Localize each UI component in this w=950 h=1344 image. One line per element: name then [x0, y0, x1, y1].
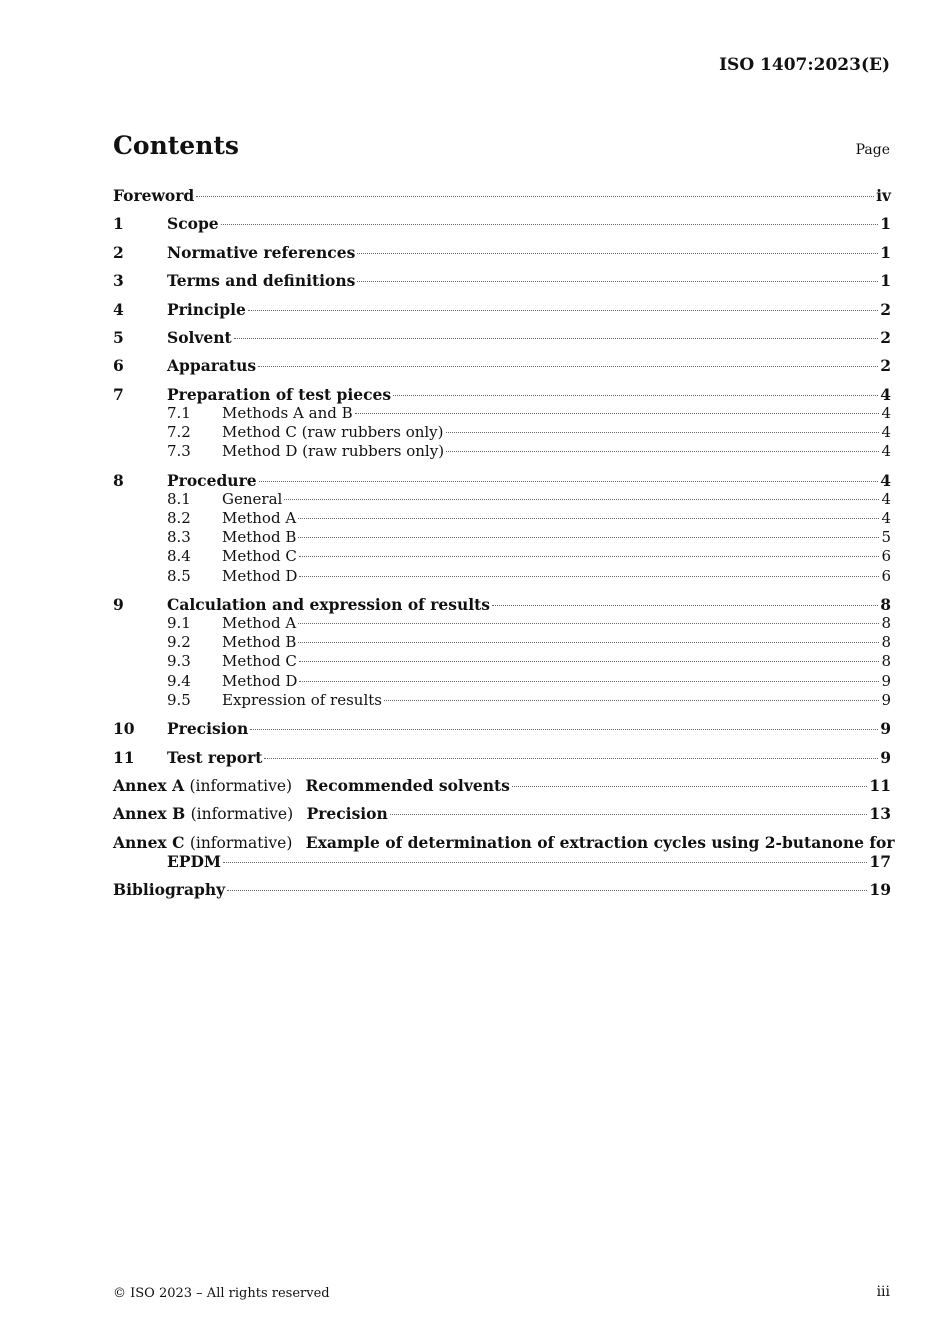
toc-entry-page: 9: [881, 690, 891, 709]
contents-title: Contents: [113, 131, 240, 160]
toc-entry-title-continued: EPDM: [167, 851, 222, 871]
toc-entry-page: 17: [869, 851, 891, 871]
toc-entry-clause[interactable]: [113, 243, 891, 262]
copyright-notice: © ISO 2023 – All rights reserved: [113, 1286, 330, 1301]
dot-leader: [223, 862, 867, 863]
toc-entry-title: Precision: [306, 804, 388, 824]
toc-entry-title: Method C (raw rubbers only): [222, 423, 444, 441]
toc-entry-subclause[interactable]: [113, 490, 891, 509]
toc-entry-subclause[interactable]: [113, 652, 891, 671]
toc-entry-page: 6: [881, 547, 891, 566]
toc-entry-page: 4: [881, 423, 891, 441]
toc-entry-page: 8: [881, 633, 891, 652]
toc-entry-annex-a[interactable]: [113, 776, 891, 795]
toc-entry-page: 11: [869, 775, 891, 795]
subclause-number: 9.5: [167, 690, 191, 709]
toc-entry-clause[interactable]: [113, 471, 891, 490]
dot-leader: [492, 605, 878, 606]
document-id: ISO 1407:2023(E): [719, 55, 890, 75]
page-column-label: Page: [855, 142, 890, 158]
subclause-number: 9.3: [167, 652, 191, 671]
toc-entry-clause[interactable]: [113, 356, 891, 375]
toc-entry-clause[interactable]: [113, 595, 891, 614]
clause-number: 5: [113, 327, 124, 347]
dot-leader: [393, 395, 878, 396]
toc-entry-page: 1: [880, 242, 891, 262]
dot-leader: [298, 518, 879, 519]
page-number: iii: [876, 1284, 890, 1300]
toc-entry-title: Method D: [222, 671, 298, 690]
toc-entry-title: Apparatus: [167, 356, 257, 376]
toc-entry-page: iv: [876, 186, 891, 205]
toc-entry-page: 1: [880, 271, 891, 291]
toc-entry-page: 4: [880, 470, 891, 490]
clause-number: 2: [113, 242, 124, 262]
toc-entry-title: Precision: [167, 719, 249, 739]
toc-entry-page: 6: [881, 566, 891, 585]
toc-entry-page: 4: [881, 508, 891, 527]
toc-entry-clause[interactable]: [113, 214, 891, 233]
toc-entry-title: Methods A and B: [222, 403, 353, 422]
dot-leader: [221, 224, 879, 225]
annex-type: (informative): [189, 833, 293, 852]
dot-leader: [357, 253, 878, 254]
toc-entry-page: 1: [880, 214, 891, 234]
toc-entry-page: 2: [880, 356, 891, 376]
toc-entry-clause[interactable]: [113, 328, 891, 347]
dot-leader: [227, 890, 867, 891]
toc-entry-clause[interactable]: [113, 719, 891, 738]
toc-entry-title: Method B: [222, 528, 297, 547]
annex-heading: [113, 833, 895, 853]
toc-entry-title: Method C: [222, 652, 297, 671]
toc-entry-title: Method A: [222, 614, 297, 633]
toc-entry-page: 9: [880, 719, 891, 739]
toc-entry-page: 2: [880, 299, 891, 319]
toc-entry-subclause[interactable]: [113, 404, 891, 423]
dot-leader: [284, 499, 879, 500]
toc-entry-title: Bibliography: [113, 880, 226, 900]
dot-leader: [299, 681, 879, 682]
subclause-number: 7.1: [167, 403, 191, 422]
toc-entry-subclause[interactable]: [113, 672, 891, 691]
toc-entry-page: 4: [881, 403, 891, 422]
dot-leader: [298, 537, 879, 538]
clause-number: 6: [113, 356, 124, 376]
annex-label: Annex A: [113, 775, 185, 795]
dot-leader: [248, 310, 878, 311]
subclause-number: 8.4: [167, 547, 191, 566]
toc-entry-page: 9: [881, 671, 891, 690]
toc-entry-page: 4: [880, 384, 891, 404]
toc-entry-title: Foreword: [113, 186, 195, 205]
clause-number: 11: [113, 747, 135, 767]
toc-entry-title: Method C: [222, 547, 297, 566]
toc-entry-subclause[interactable]: [113, 547, 891, 566]
toc-entry-clause[interactable]: [113, 300, 891, 319]
toc-entry-bibliography[interactable]: [113, 880, 891, 899]
dot-leader: [446, 451, 879, 452]
toc-entry-page: 8: [880, 594, 891, 614]
toc-entry-page: 4: [881, 442, 891, 461]
toc-entry-title: Normative references: [167, 242, 356, 262]
subclause-number: 7.2: [167, 423, 191, 441]
toc-entry-page: 4: [881, 489, 891, 508]
clause-number: 1: [113, 214, 124, 234]
dot-leader: [234, 338, 878, 339]
dot-leader: [299, 576, 879, 577]
dot-leader: [250, 729, 878, 730]
toc-entry-subclause[interactable]: [113, 691, 891, 710]
annex-heading: [113, 804, 388, 824]
toc-entry-subclause[interactable]: [113, 633, 891, 652]
toc-entry-page: 8: [881, 614, 891, 633]
toc-entry-annex-b[interactable]: [113, 804, 891, 823]
subclause-number: 9.4: [167, 671, 191, 690]
toc-entry-subclause[interactable]: [113, 614, 891, 633]
toc-entry-page: 8: [881, 652, 891, 671]
toc-entry-subclause[interactable]: [113, 423, 891, 442]
toc-entry-subclause[interactable]: [113, 442, 891, 461]
toc-entry-title: Method A: [222, 508, 297, 527]
table-of-contents: [113, 186, 895, 900]
subclause-number: 9.2: [167, 633, 191, 652]
dot-leader: [355, 413, 879, 414]
toc-entry-title: Calculation and expression of results: [167, 594, 491, 614]
toc-entry-annex-c[interactable]: [113, 832, 895, 871]
toc-entry-title: Solvent: [167, 327, 232, 347]
toc-entry-page: 19: [869, 880, 891, 900]
dot-leader: [196, 196, 874, 197]
toc-entry-title: Preparation of test pieces: [167, 384, 392, 404]
dot-leader: [264, 758, 878, 759]
toc-entry-page: 2: [880, 327, 891, 347]
toc-entry-subclause[interactable]: [113, 567, 891, 586]
subclause-number: 8.1: [167, 489, 191, 508]
toc-entry-title: Method D: [222, 566, 298, 585]
subclause-number: 7.3: [167, 442, 191, 461]
dot-leader: [512, 786, 868, 787]
annex-c-line-2: [113, 852, 891, 871]
dot-leader: [384, 700, 879, 701]
toc-entry-title: Procedure: [167, 470, 257, 490]
clause-number: 8: [113, 470, 124, 490]
toc-entry-title: Method B: [222, 633, 297, 652]
toc-entry-page: 9: [880, 747, 891, 767]
annex-label: Annex B: [113, 804, 186, 824]
toc-entry-clause[interactable]: [113, 385, 891, 404]
annex-heading: [113, 776, 510, 796]
toc-entry-subclause[interactable]: [113, 509, 891, 528]
dot-leader: [357, 281, 878, 282]
annex-type: (informative): [190, 805, 294, 824]
toc-entry-clause[interactable]: [113, 271, 891, 290]
toc-entry-clause[interactable]: [113, 748, 891, 767]
toc-entry-title: Example of determination of extraction cycles using 2-butanone for: [305, 832, 895, 852]
subclause-number: 9.1: [167, 614, 191, 633]
dot-leader: [299, 556, 879, 557]
toc-entry-foreword[interactable]: [113, 186, 891, 205]
annex-c-line-1: [113, 832, 895, 852]
toc-entry-title: Test report: [167, 747, 263, 767]
toc-entry-title: Principle: [167, 299, 246, 319]
clause-number: 9: [113, 594, 124, 614]
clause-number: 10: [113, 719, 135, 739]
dot-leader: [259, 481, 879, 482]
toc-entry-subclause[interactable]: [113, 528, 891, 547]
clause-number: 3: [113, 271, 124, 291]
toc-entry-title: Terms and definitions: [167, 271, 356, 291]
dot-leader: [258, 366, 878, 367]
toc-entry-title: Scope: [167, 214, 219, 234]
toc-entry-page: 5: [881, 528, 891, 547]
dot-leader: [446, 432, 879, 433]
annex-type: (informative): [189, 776, 293, 795]
dot-leader: [299, 661, 879, 662]
clause-number: 4: [113, 299, 124, 319]
toc-entry-title: Method D (raw rubbers only): [222, 442, 445, 461]
dot-leader: [298, 623, 879, 624]
dot-leader: [298, 642, 879, 643]
toc-entry-page: 13: [869, 804, 891, 824]
toc-entry-title: Recommended solvents: [305, 775, 510, 795]
annex-label: Annex C: [113, 832, 185, 852]
subclause-number: 8.5: [167, 566, 191, 585]
dot-leader: [390, 814, 868, 815]
clause-number: 7: [113, 384, 124, 404]
subclause-number: 8.2: [167, 508, 191, 527]
toc-entry-title: Expression of results: [222, 690, 382, 709]
subclause-number: 8.3: [167, 528, 191, 547]
toc-entry-title: General: [222, 489, 283, 508]
